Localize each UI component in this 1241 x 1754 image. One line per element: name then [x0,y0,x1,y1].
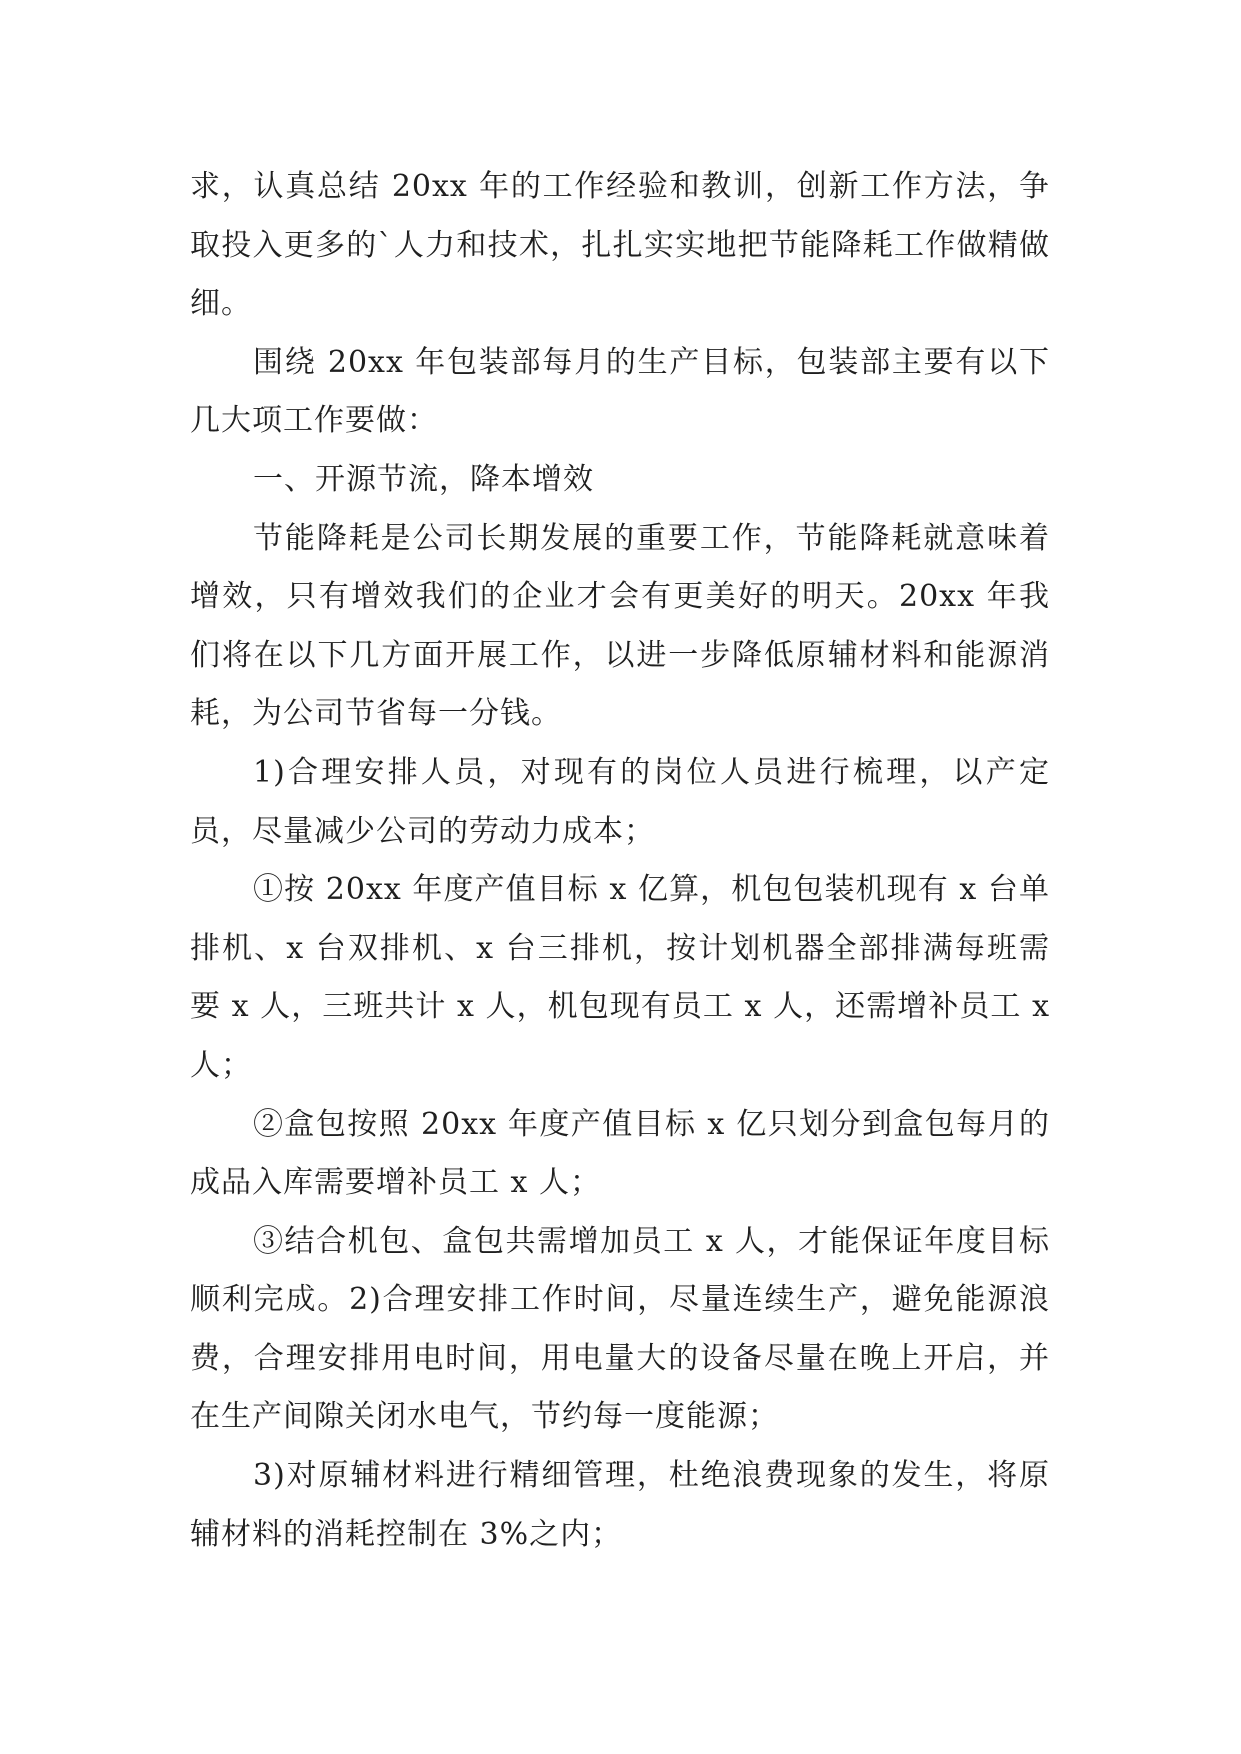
paragraph-8: ③结合机包、盒包共需增加员工 x 人，才能保证年度目标顺利完成。2)合理安排工作时间，尽量连续生产，避免能源浪费，合理安排用电时间，用电量大的设备尽量在晚上开启，并在生产间隙关闭水电气，节约每一度能源； [190,1223,1050,1435]
paragraph-1: 求，认真总结 20xx 年的工作经验和教训，创新工作方法，争取投入更多的`人力和技术，扎扎实实地把节能降耗工作做精做细。 [190,169,1050,322]
paragraph-9: 3)对原辅材料进行精细管理，杜绝浪费现象的发生，将原辅材料的消耗控制在 3%之内； [190,1458,1050,1552]
paragraph-4: 节能降耗是公司长期发展的重要工作，节能降耗就意味着增效，只有增效我们的企业才会有更美好的明天。20xx 年我们将在以下几方面开展工作，以进一步降低原辅材料和能源消耗，为公司节省每一分钱。 [190,520,1050,732]
paragraph-5: 1)合理安排人员，对现有的岗位人员进行梳理，以产定员，尽量减少公司的劳动力成本； [190,754,1050,849]
paragraph-7: ②盒包按照 20xx 年度产值目标 x 亿只划分到盒包每月的成品入库需要增补员工 x 人； [190,1106,1050,1201]
section-heading: 一、开源节流，降本增效 [253,461,594,497]
document-body [190,158,1050,1564]
paragraph-2: 围绕 20xx 年包装部每月的生产目标，包装部主要有以下几大项工作要做： [190,344,1050,439]
paragraph-6: ①按 20xx 年度产值目标 x 亿算，机包包装机现有 x 台单排机、x 台双排机、x 台三排机，按计划机器全部排满每班需要 x 人，三班共计 x 人，机包现有员工 x 人，还需增补员工 x 人； [190,872,1050,1083]
